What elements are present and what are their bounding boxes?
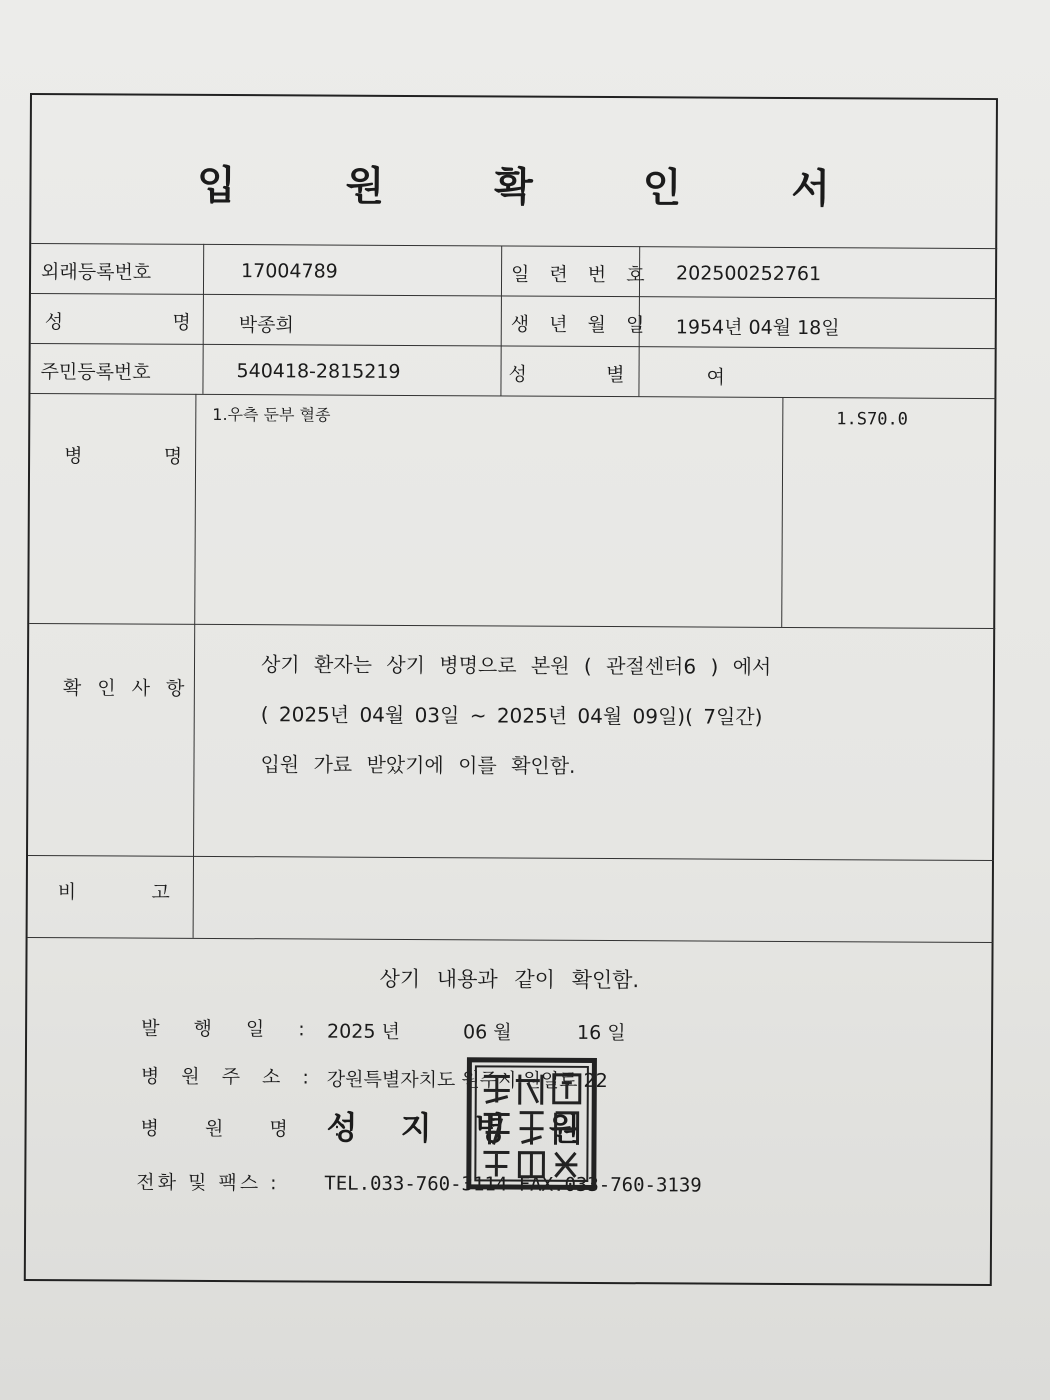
- hospital-address: 강원특별자치도 원주시 원일로 22: [326, 1068, 608, 1093]
- hospital-name: 성 지 병 원: [326, 1108, 596, 1148]
- hospital-name-label: 병 원 명 :: [140, 1117, 361, 1141]
- diagnosis-name: 1.우측 둔부 혈종: [212, 404, 331, 425]
- issue-year: 2025 년: [327, 1020, 400, 1043]
- diagnosis-code: 1.S70.0: [836, 409, 909, 430]
- alien-reg-no-label: 외래등록번호: [41, 261, 152, 284]
- issue-day: 16 일: [577, 1021, 626, 1045]
- row-rule: [30, 393, 996, 399]
- phone-fax-value: TEL.033-760-3114 FAX.033-760-3139: [324, 1172, 702, 1197]
- confirmation-label: 확 인 사 항: [62, 677, 190, 700]
- birth-date-label: 생 년 월 일: [510, 313, 645, 337]
- admission-certificate: [24, 93, 998, 1286]
- phone-fax-label: 전화 및 팩스 :: [136, 1171, 280, 1195]
- issue-month: 06 월: [463, 1021, 512, 1044]
- serial-no-label: 일 련 번 호: [510, 263, 645, 287]
- row-rule: [29, 623, 995, 629]
- alien-reg-no-value: 17004789: [241, 260, 338, 283]
- row-rule: [31, 343, 997, 349]
- birth-date-value: 1954년 04월 18일: [675, 316, 840, 340]
- document-title: 입 원 확 인 서: [196, 162, 879, 213]
- name-label: 성 명: [44, 311, 191, 334]
- confirmation-line-3: 입원 가료 받았기에 이를 확인함.: [260, 752, 576, 778]
- col-rule: [781, 397, 783, 627]
- remarks-label: 비 고: [57, 881, 170, 904]
- resident-no-value: 540418-2815219: [236, 360, 401, 383]
- sex-value: 여: [706, 366, 725, 389]
- confirmation-line-1: 상기 환자는 상기 병명으로 본원 ( 관절센터6 ) 에서: [260, 652, 772, 679]
- row-rule: [28, 937, 994, 943]
- footer-statement: 상기 내용과 같이 확인함.: [379, 966, 640, 993]
- serial-no-value: 202500252761: [676, 262, 822, 286]
- confirmation-line-2: ( 2025년 04월 03일 ~ 2025년 04월 09일)( 7일간): [260, 702, 763, 729]
- diagnosis-label: 병 명: [64, 445, 183, 468]
- address-label: 병 원 주 소 :: [140, 1065, 317, 1089]
- resident-no-label: 주민등록번호: [40, 361, 151, 384]
- row-rule: [31, 293, 997, 299]
- table-top-rule: [31, 243, 997, 249]
- row-rule: [28, 855, 994, 861]
- name-value: 박종희: [238, 314, 294, 337]
- col-rule: [202, 244, 204, 394]
- issue-date-label: 발 행 일 :: [141, 1017, 319, 1041]
- sex-label: 성 별: [508, 363, 625, 387]
- hospital-seal-stamp: [466, 1057, 597, 1190]
- col-rule: [500, 245, 502, 395]
- seal-icon: [471, 1062, 592, 1185]
